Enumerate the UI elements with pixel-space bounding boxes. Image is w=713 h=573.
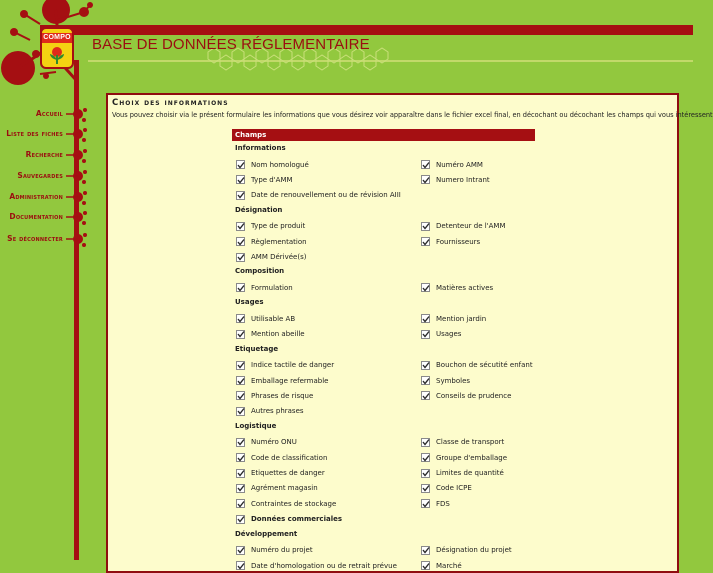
field-option[interactable] [236,560,397,571]
field-option[interactable] [236,468,325,479]
field-checkbox[interactable] [421,376,430,385]
field-label: Marché [436,561,462,570]
field-label: Limites de quantité [436,469,504,477]
field-checkbox[interactable] [236,438,245,447]
field-label: Fournisseurs [436,237,481,246]
field-label: Nom homologué [251,160,309,169]
field-option[interactable] [421,468,504,479]
field-checkbox[interactable] [236,283,245,292]
field-checkbox[interactable] [421,391,430,400]
section-title: Informations [235,144,286,152]
field-option[interactable] [236,437,297,448]
field-option[interactable] [421,437,504,448]
field-label: Date de renouvellement ou de révision AIII [251,191,401,200]
field-label: Numéro du projet [251,546,313,555]
field-label: Autres phrases [251,407,304,416]
champs-header: Champs [232,129,535,141]
field-option[interactable] [421,236,480,247]
field-checkbox[interactable] [421,546,430,555]
field-option[interactable] [421,498,450,509]
nav-recherche[interactable]: Recherche [25,150,63,159]
field-option[interactable] [236,514,342,525]
field-label: Matières actives [436,283,494,292]
field-checkbox[interactable] [421,160,430,169]
field-option[interactable] [236,190,401,201]
field-label: Indice tactile de danger [251,361,335,370]
site-title: BASE DE DONNÉES RÉGLEMENTAIRE [92,36,370,53]
field-option[interactable] [421,282,493,293]
field-option[interactable] [421,360,533,371]
field-label: FDS [436,499,450,508]
field-label: Formulation [251,283,293,292]
field-label: Symboles [436,376,471,385]
field-label: Données commerciales [251,515,343,524]
nav-liste-des-fiches[interactable]: Liste des fiches [6,129,63,138]
field-option[interactable] [236,452,327,463]
field-label: Agrément magasin [251,484,318,493]
field-checkbox[interactable] [236,453,245,462]
field-checkbox[interactable] [236,407,245,416]
field-option[interactable] [421,221,506,232]
field-label: Numéro ONU [251,438,297,447]
field-option[interactable] [421,174,490,185]
field-option[interactable] [421,452,507,463]
field-option[interactable] [421,329,461,340]
field-option[interactable] [236,313,295,324]
field-option[interactable] [236,159,309,170]
field-checkbox[interactable] [421,438,430,447]
plant-leaf-icon [47,45,67,65]
content-panel [106,93,713,573]
field-checkbox[interactable] [421,499,430,508]
field-checkbox[interactable] [421,330,430,339]
field-checkbox[interactable] [421,561,430,570]
field-option[interactable] [236,375,329,386]
red-tree-decoration [0,0,110,560]
field-option[interactable] [236,252,306,263]
field-label: Désignation du projet [436,546,512,555]
nav-documentation[interactable]: Documentation [9,212,63,221]
header-top-rule [40,25,693,35]
field-checkbox[interactable] [236,546,245,555]
field-option[interactable] [236,360,334,371]
field-option[interactable] [236,329,305,340]
field-option[interactable] [421,545,512,556]
field-checkbox[interactable] [236,222,245,231]
field-checkbox[interactable] [421,175,430,184]
page-description: Vous pouvez choisir via le présent formulaire les informations que vous désirez voir apparaître dans le fichier excel final, en décochant ou décochant les champs qui vous intéressent [112,111,713,119]
field-checkbox[interactable] [236,314,245,323]
nav-administration[interactable]: Administration [9,192,63,201]
field-checkbox[interactable] [421,283,430,292]
field-checkbox[interactable] [236,561,245,570]
field-label: Etiquettes de danger [251,469,325,477]
field-label: Type de produit [251,222,306,231]
field-option[interactable] [236,174,293,185]
field-checkbox[interactable] [421,484,430,493]
field-label: Emballage refermable [251,376,329,385]
field-option[interactable] [421,159,483,170]
field-label: Numero Intrant [436,175,490,184]
section-title: Logistique [235,421,277,430]
field-checkbox[interactable] [236,237,245,246]
field-checkbox[interactable] [236,330,245,339]
field-label: Utilisable AB [251,314,296,323]
field-checkbox[interactable] [236,376,245,385]
field-label: Règlementation [251,237,307,246]
nav-se-deconnecter[interactable]: Se déconnecter [7,234,63,243]
field-option[interactable] [236,406,304,417]
field-option[interactable] [236,236,307,247]
field-checkbox[interactable] [421,222,430,231]
section-title: Développement [235,529,298,538]
field-checkbox[interactable] [421,314,430,323]
field-option[interactable] [421,560,462,571]
section-title: Usages [235,298,264,307]
field-label: AMM Dérivée(s) [251,253,307,261]
field-option[interactable] [236,390,313,401]
field-option[interactable] [236,498,336,509]
field-checkbox[interactable] [421,361,430,370]
field-label: Usages [436,330,462,339]
field-label: Phrases de risque [251,391,314,400]
field-checkbox[interactable] [236,253,245,262]
field-checkbox[interactable] [421,469,430,478]
field-checkbox[interactable] [236,484,245,493]
field-checkbox[interactable] [236,499,245,508]
section-title: Composition [235,267,285,276]
field-checkbox[interactable] [421,453,430,462]
nav-sauvegardes[interactable]: Sauvegardes [17,171,63,180]
field-checkbox[interactable] [236,160,245,169]
field-option[interactable] [236,221,305,232]
logo-text: COMPO [43,34,71,41]
field-label: Date d'homologation ou de retrait prévue [251,561,397,570]
compo-logo [40,27,74,69]
field-checkbox[interactable] [236,175,245,184]
field-option[interactable] [236,483,318,494]
field-label: Code de classification [251,453,328,462]
field-label: Conseils de prudence [436,391,512,400]
field-label: Mention abeille [251,330,305,339]
section-title: Désignation [235,205,283,214]
field-label: Numéro AMM [436,160,483,169]
field-checkbox[interactable] [236,515,245,524]
field-checkbox[interactable] [236,191,245,200]
field-checkbox[interactable] [236,391,245,400]
field-label: Code ICPE [436,484,472,493]
field-label: Contraintes de stockage [251,499,337,508]
field-label: Type d'AMM [251,175,293,184]
field-option[interactable] [421,390,511,401]
page-title: Choix des informations [112,98,229,108]
field-option[interactable] [421,313,486,324]
field-label: Mention jardin [436,314,487,323]
field-option[interactable] [421,375,470,386]
field-label: Detenteur de l'AMM [436,222,506,231]
section-title: Etiquetage [235,344,279,353]
field-checkbox[interactable] [421,237,430,246]
nav-accueil[interactable]: Accueil [35,109,63,118]
field-option[interactable] [236,282,293,293]
field-option[interactable] [421,483,472,494]
field-label: Bouchon de sécutité enfant [436,361,533,370]
field-label: Groupe d'emballage [436,453,507,462]
field-option[interactable] [236,545,313,556]
field-label: Classe de transport [436,438,505,447]
field-checkbox[interactable] [236,469,245,478]
field-checkbox[interactable] [236,361,245,370]
